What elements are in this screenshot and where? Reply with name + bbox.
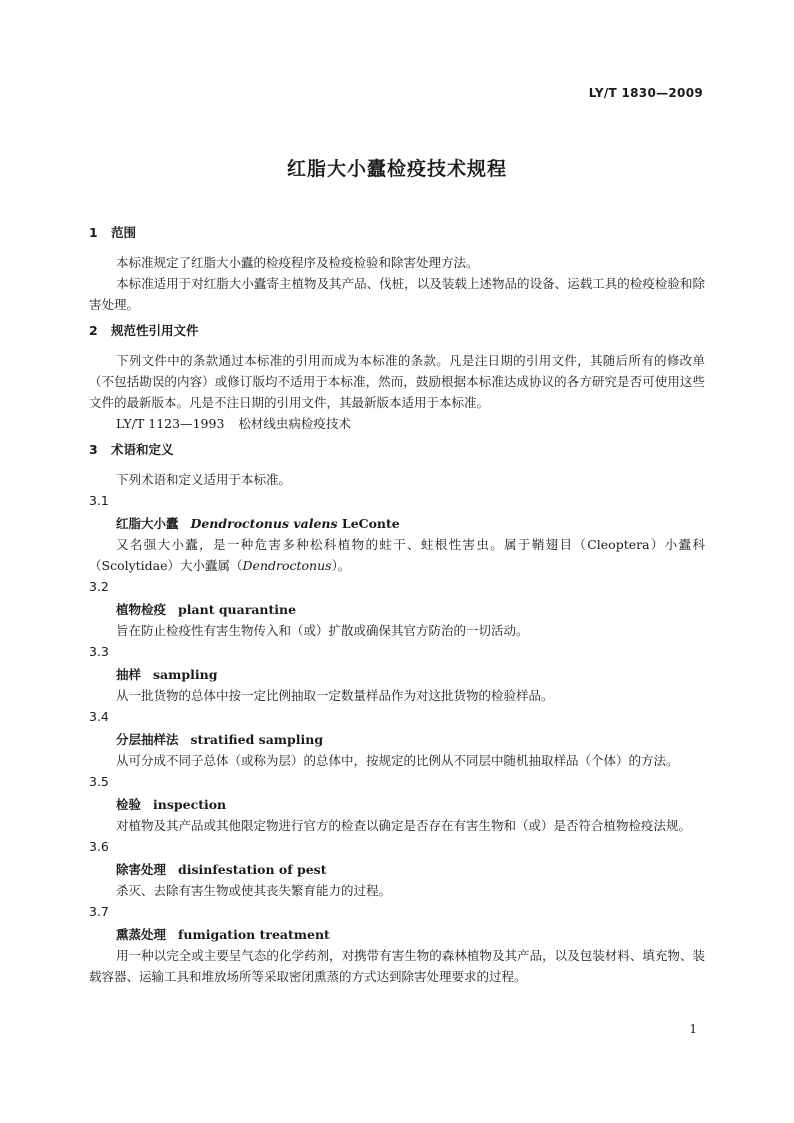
term-definition: 又名强大小蠹，是一种危害多种松科植物的蛀干、蛀根性害虫。属于鞘翅目（Cleoptera）小蠹科（Scolytidae）大小蠹属（Dendroctonus）。 bbox=[89, 537, 705, 573]
term-definition: 用一种以完全或主要呈气态的化学药剂，对携带有害生物的森林植物及其产品，以及包装材料、填充物、装载容器、运输工具和堆放场所等采取密闭熏蒸的方式达到除害处理要求的过程。 bbox=[89, 948, 705, 984]
term-heading: 分层抽样法 stratified sampling bbox=[116, 732, 324, 747]
scope-paragraph: 本标准适用于对红脂大小蠹寄主植物及其产品、伐桩，以及装载上述物品的设备、运载工具的检疫检验和除害处理。 bbox=[89, 276, 705, 312]
term-definition: 从一批货物的总体中按一定比例抽取一定数量样品作为对这批货物的检验样品。 bbox=[116, 688, 554, 703]
term-number: 3.2 bbox=[89, 579, 109, 594]
section-heading: 3 术语和定义 bbox=[89, 442, 174, 457]
term-heading: 检验 inspection bbox=[116, 797, 227, 812]
term-definition: 杀灭、去除有害生物或使其丧失繁育能力的过程。 bbox=[116, 883, 392, 898]
reference-entry: LY/T 1123—1993 松材线虫病检疫技术 bbox=[116, 416, 351, 431]
term-number: 3.5 bbox=[89, 774, 109, 789]
term-number: 3.1 bbox=[89, 493, 109, 508]
section-heading: 1 范围 bbox=[89, 225, 137, 240]
terms-intro: 下列术语和定义适用于本标准。 bbox=[116, 472, 292, 487]
term-definition: 对植物及其产品或其他限定物进行官方的检查以确定是否存在有害生物和（或）是否符合植物检疫法规。 bbox=[116, 818, 692, 833]
term-number: 3.4 bbox=[89, 709, 109, 724]
term-number: 3.3 bbox=[89, 644, 109, 659]
page-number: 1 bbox=[689, 1022, 697, 1036]
term-heading: 熏蒸处理 fumigation treatment bbox=[116, 927, 330, 942]
term-heading: 抽样 sampling bbox=[116, 667, 218, 682]
section-heading: 2 规范性引用文件 bbox=[89, 323, 199, 338]
term-number: 3.7 bbox=[89, 904, 109, 919]
references-paragraph: 下列文件中的条款通过本标准的引用而成为本标准的条款。凡是注日期的引用文件，其随后所有的修改单（不包括勘误的内容）或修订版均不适用于本标准，然而，鼓励根据本标准达成协议的各方研究是否可使用这些文件的最新版本。凡是不注日期的引用文件，其最新版本适用于本标准。 bbox=[89, 353, 705, 410]
term-heading: 植物检疫 plant quarantine bbox=[116, 602, 297, 617]
term-definition: 旨在防止检疫性有害生物传入和（或）扩散或确保其官方防治的一切活动。 bbox=[116, 623, 529, 638]
document-body bbox=[89, 222, 705, 987]
standard-code: LY/T 1830—2009 bbox=[588, 86, 703, 100]
scope-paragraph: 本标准规定了红脂大小蠹的检疫程序及检疫检验和除害处理方法。 bbox=[116, 255, 479, 270]
term-definition: 从可分成不同子总体（或称为层）的总体中，按规定的比例从不同层中随机抽取样品（个体）的方法。 bbox=[116, 753, 679, 768]
document-title: 红脂大小蠹检疫技术规程 bbox=[286, 158, 507, 180]
term-number: 3.6 bbox=[89, 839, 109, 854]
term-heading: 红脂大小蠹 Dendroctonus valens LeConte bbox=[116, 516, 400, 531]
term-heading: 除害处理 disinfestation of pest bbox=[116, 862, 327, 877]
